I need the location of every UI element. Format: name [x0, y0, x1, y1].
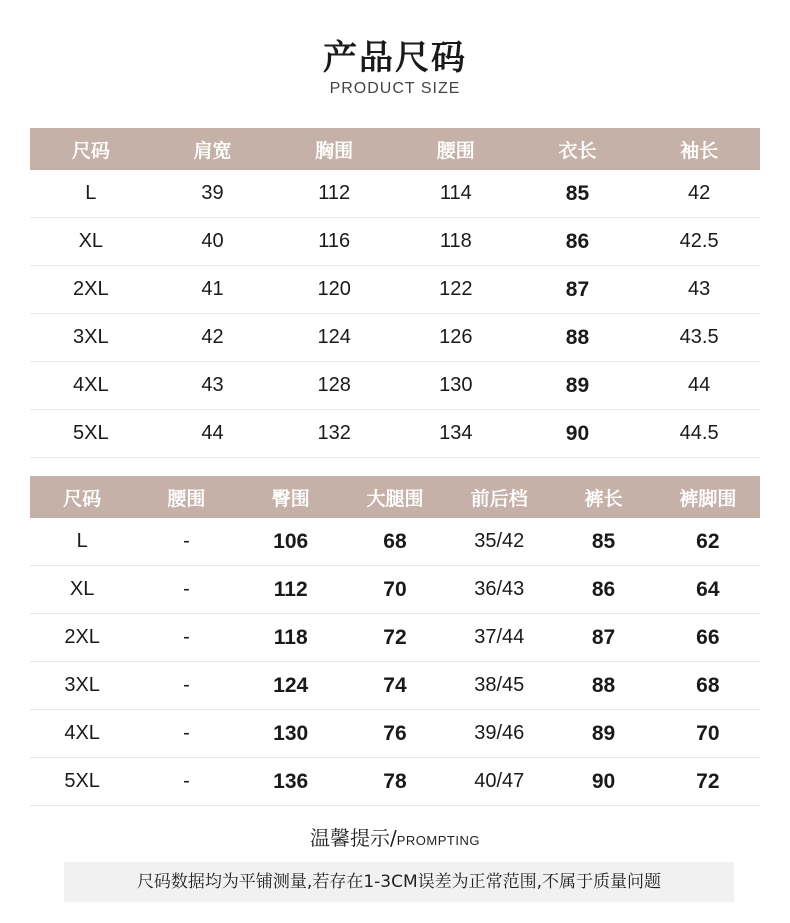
table-cell: L [30, 170, 152, 218]
table-cell: 89 [517, 362, 639, 410]
table-cell: 132 [273, 410, 395, 458]
column-header: 肩宽 [152, 128, 274, 170]
table-cell: XL [30, 566, 134, 614]
column-header: 臀围 [239, 476, 343, 518]
table-cell: 85 [517, 170, 639, 218]
table-cell: 37/44 [447, 614, 551, 662]
table-row [30, 218, 760, 266]
table-cell: 130 [239, 710, 343, 758]
table-cell: 62 [656, 518, 760, 566]
table-cell: - [134, 518, 238, 566]
table-row [30, 314, 760, 362]
table-cell: 3XL [30, 662, 134, 710]
table-cell: 72 [656, 758, 760, 806]
table-cell: - [134, 710, 238, 758]
table-cell: 116 [273, 218, 395, 266]
table-cell: 122 [395, 266, 517, 314]
table-cell: 70 [656, 710, 760, 758]
top-table-header-row [30, 128, 760, 170]
table-cell: 68 [656, 662, 760, 710]
table-cell: 118 [239, 614, 343, 662]
page-title: 产品尺码 [323, 38, 467, 78]
table-cell: 42 [152, 314, 274, 362]
table-cell: 112 [239, 566, 343, 614]
table-cell: 3XL [30, 314, 152, 362]
column-header: 衣长 [517, 128, 639, 170]
table-cell: 44.5 [638, 410, 760, 458]
top-table-body [30, 170, 760, 458]
table-cell: XL [30, 218, 152, 266]
table-cell: 86 [517, 218, 639, 266]
column-header: 尺码 [30, 128, 152, 170]
table-cell: 40 [152, 218, 274, 266]
table-cell: 72 [343, 614, 447, 662]
table-cell: 126 [395, 314, 517, 362]
table-cell: 87 [517, 266, 639, 314]
table-cell: 88 [551, 662, 655, 710]
table-row [30, 614, 760, 662]
bottom-size-table [30, 476, 760, 806]
table-cell: 89 [551, 710, 655, 758]
table-cell: - [134, 614, 238, 662]
column-header: 腰围 [134, 476, 238, 518]
bottom-table-header-row [30, 476, 760, 518]
table-cell: 4XL [30, 710, 134, 758]
table-cell: 87 [551, 614, 655, 662]
column-header: 袖长 [638, 128, 760, 170]
table-cell: 124 [239, 662, 343, 710]
table-cell: 74 [343, 662, 447, 710]
prompting-title-cn: 温馨提示/ [310, 826, 397, 850]
table-cell: L [30, 518, 134, 566]
table-cell: 44 [152, 410, 274, 458]
table-cell: 5XL [30, 410, 152, 458]
table-cell: 43 [638, 266, 760, 314]
table-cell: 42 [638, 170, 760, 218]
table-cell: 112 [273, 170, 395, 218]
table-cell: 90 [517, 410, 639, 458]
column-header: 尺码 [30, 476, 134, 518]
top-size-table [30, 128, 760, 458]
table-cell: - [134, 758, 238, 806]
table-cell: 118 [395, 218, 517, 266]
table-cell: 124 [273, 314, 395, 362]
column-header: 腰围 [395, 128, 517, 170]
table-cell: 134 [395, 410, 517, 458]
table-cell: 130 [395, 362, 517, 410]
table-row [30, 362, 760, 410]
table-cell: 66 [656, 614, 760, 662]
table-cell: 136 [239, 758, 343, 806]
column-header: 前后档 [447, 476, 551, 518]
table-cell: 64 [656, 566, 760, 614]
table-cell: 43 [152, 362, 274, 410]
table-cell: 85 [551, 518, 655, 566]
table-cell: 4XL [30, 362, 152, 410]
prompting-title [0, 822, 790, 851]
table-cell: 43.5 [638, 314, 760, 362]
table-cell: 35/42 [447, 518, 551, 566]
prompting-title-en: PROMPTING [396, 833, 480, 848]
table-cell: 5XL [30, 758, 134, 806]
table-cell: 76 [343, 710, 447, 758]
table-row [30, 266, 760, 314]
table-cell: 86 [551, 566, 655, 614]
table-cell: 120 [273, 266, 395, 314]
table-row [30, 758, 760, 806]
column-header: 胸围 [273, 128, 395, 170]
table-cell: 88 [517, 314, 639, 362]
table-cell: 36/43 [447, 566, 551, 614]
table-cell: 128 [273, 362, 395, 410]
table-cell: 38/45 [447, 662, 551, 710]
table-cell: 90 [551, 758, 655, 806]
table-row [30, 170, 760, 218]
table-cell: 42.5 [638, 218, 760, 266]
table-cell: - [134, 566, 238, 614]
table-cell: 114 [395, 170, 517, 218]
column-header: 裤长 [551, 476, 655, 518]
table-cell: 41 [152, 266, 274, 314]
table-cell: 39/46 [447, 710, 551, 758]
table-cell: 40/47 [447, 758, 551, 806]
table-row [30, 710, 760, 758]
column-header: 裤脚围 [656, 476, 760, 518]
page-subtitle: PRODUCT SIZE [329, 80, 461, 97]
table-cell: 68 [343, 518, 447, 566]
table-cell: - [134, 662, 238, 710]
table-cell: 78 [343, 758, 447, 806]
table-cell: 70 [343, 566, 447, 614]
measurement-note: 尺码数据均为平铺测量,若存在1-3CM误差为正常范围,不属于质量问题 [64, 862, 734, 902]
table-cell: 2XL [30, 266, 152, 314]
table-cell: 2XL [30, 614, 134, 662]
table-cell: 44 [638, 362, 760, 410]
table-row [30, 518, 760, 566]
table-cell: 39 [152, 170, 274, 218]
table-row [30, 662, 760, 710]
column-header: 大腿围 [343, 476, 447, 518]
bottom-table-body [30, 518, 760, 806]
table-cell: 106 [239, 518, 343, 566]
table-row [30, 566, 760, 614]
table-row [30, 410, 760, 458]
